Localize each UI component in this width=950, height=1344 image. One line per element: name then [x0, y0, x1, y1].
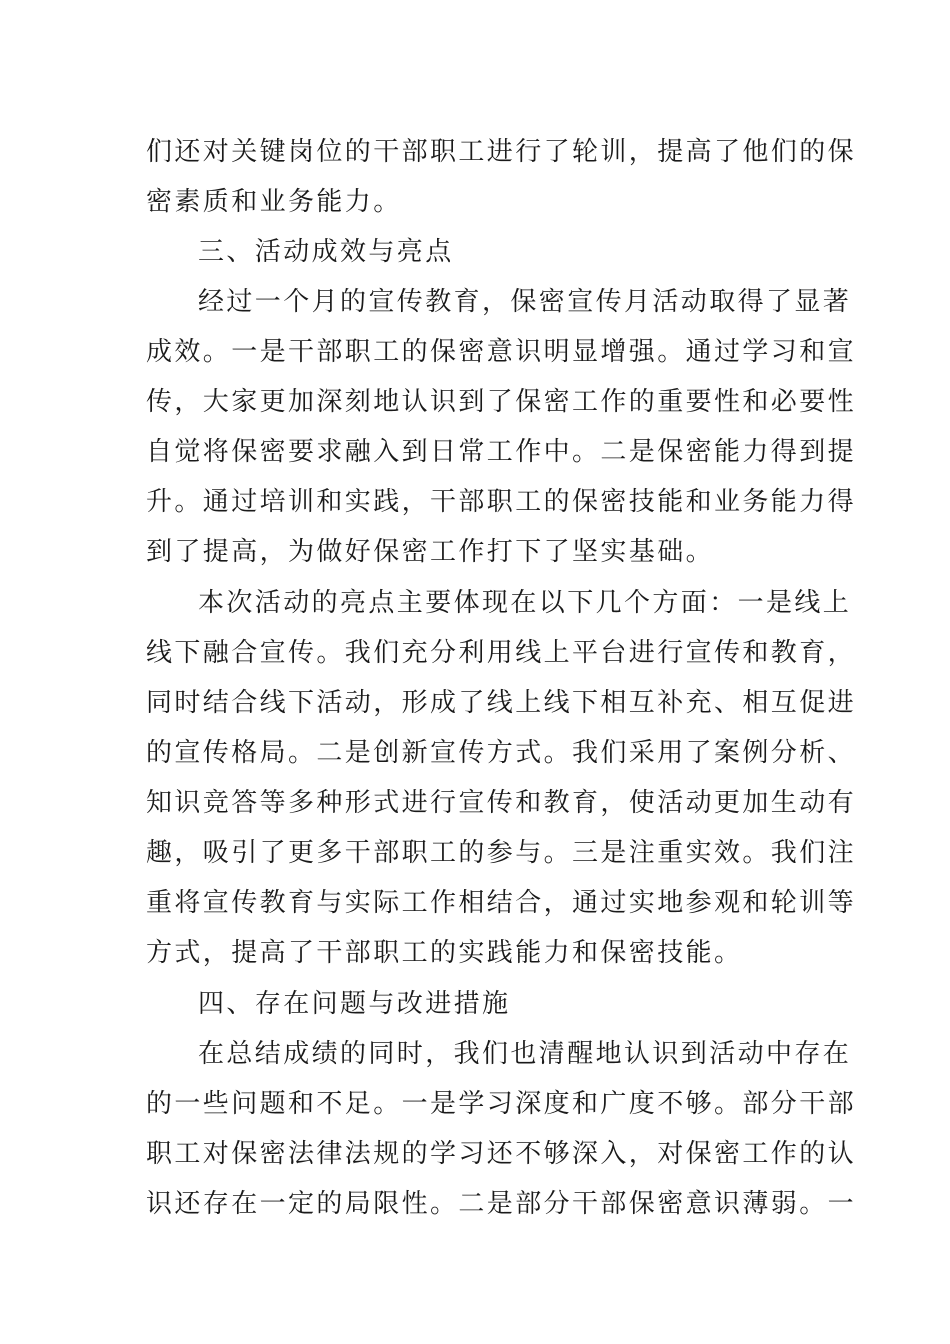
- text-line-15: 趣，吸引了更多干部职工的参与。三是注重实效。我们注: [146, 838, 857, 868]
- text-line-17: 方式，提高了干部职工的实践能力和保密技能。: [146, 938, 743, 968]
- text-line-19: 在总结成绩的同时，我们也清醒地认识到活动中存在: [198, 1039, 852, 1069]
- text-line-7: 自觉将保密要求融入到日常工作中。二是保密能力得到提: [146, 437, 857, 467]
- text-line-4: 经过一个月的宣传教育，保密宣传月活动取得了显著: [198, 287, 852, 317]
- text-line-22: 识还存在一定的局限性。二是部分干部保密意识薄弱。一: [146, 1189, 857, 1219]
- section-heading-18: 四、存在问题与改进措施: [198, 989, 511, 1019]
- text-line-12: 同时结合线下活动，形成了线上线下相互补充、相互促进: [146, 688, 857, 718]
- text-line-6: 传，大家更加深刻地认识到了保密工作的重要性和必要性: [146, 387, 857, 417]
- text-line-20: 的一些问题和不足。一是学习深度和广度不够。部分干部: [146, 1089, 857, 1119]
- text-line-1: 们还对关键岗位的干部职工进行了轮训，提高了他们的保: [146, 137, 857, 167]
- text-line-8: 升。通过培训和实践，干部职工的保密技能和业务能力得: [146, 487, 857, 517]
- text-line-9: 到了提高，为做好保密工作打下了坚实基础。: [146, 537, 715, 567]
- text-line-16: 重将宣传教育与实际工作相结合，通过实地参观和轮训等: [146, 888, 857, 918]
- text-line-10: 本次活动的亮点主要体现在以下几个方面：一是线上: [198, 588, 852, 618]
- text-line-5: 成效。一是干部职工的保密意识明显增强。通过学习和宣: [146, 337, 857, 367]
- text-line-13: 的宣传格局。二是创新宣传方式。我们采用了案例分析、: [146, 738, 857, 768]
- text-line-21: 职工对保密法律法规的学习还不够深入，对保密工作的认: [146, 1139, 857, 1169]
- text-line-14: 知识竞答等多种形式进行宣传和教育，使活动更加生动有: [146, 788, 857, 818]
- text-line-2: 密素质和业务能力。: [146, 187, 402, 217]
- section-heading-3: 三、活动成效与亮点: [198, 237, 454, 267]
- text-line-11: 线下融合宣传。我们充分利用线上平台进行宣传和教育，: [146, 638, 857, 668]
